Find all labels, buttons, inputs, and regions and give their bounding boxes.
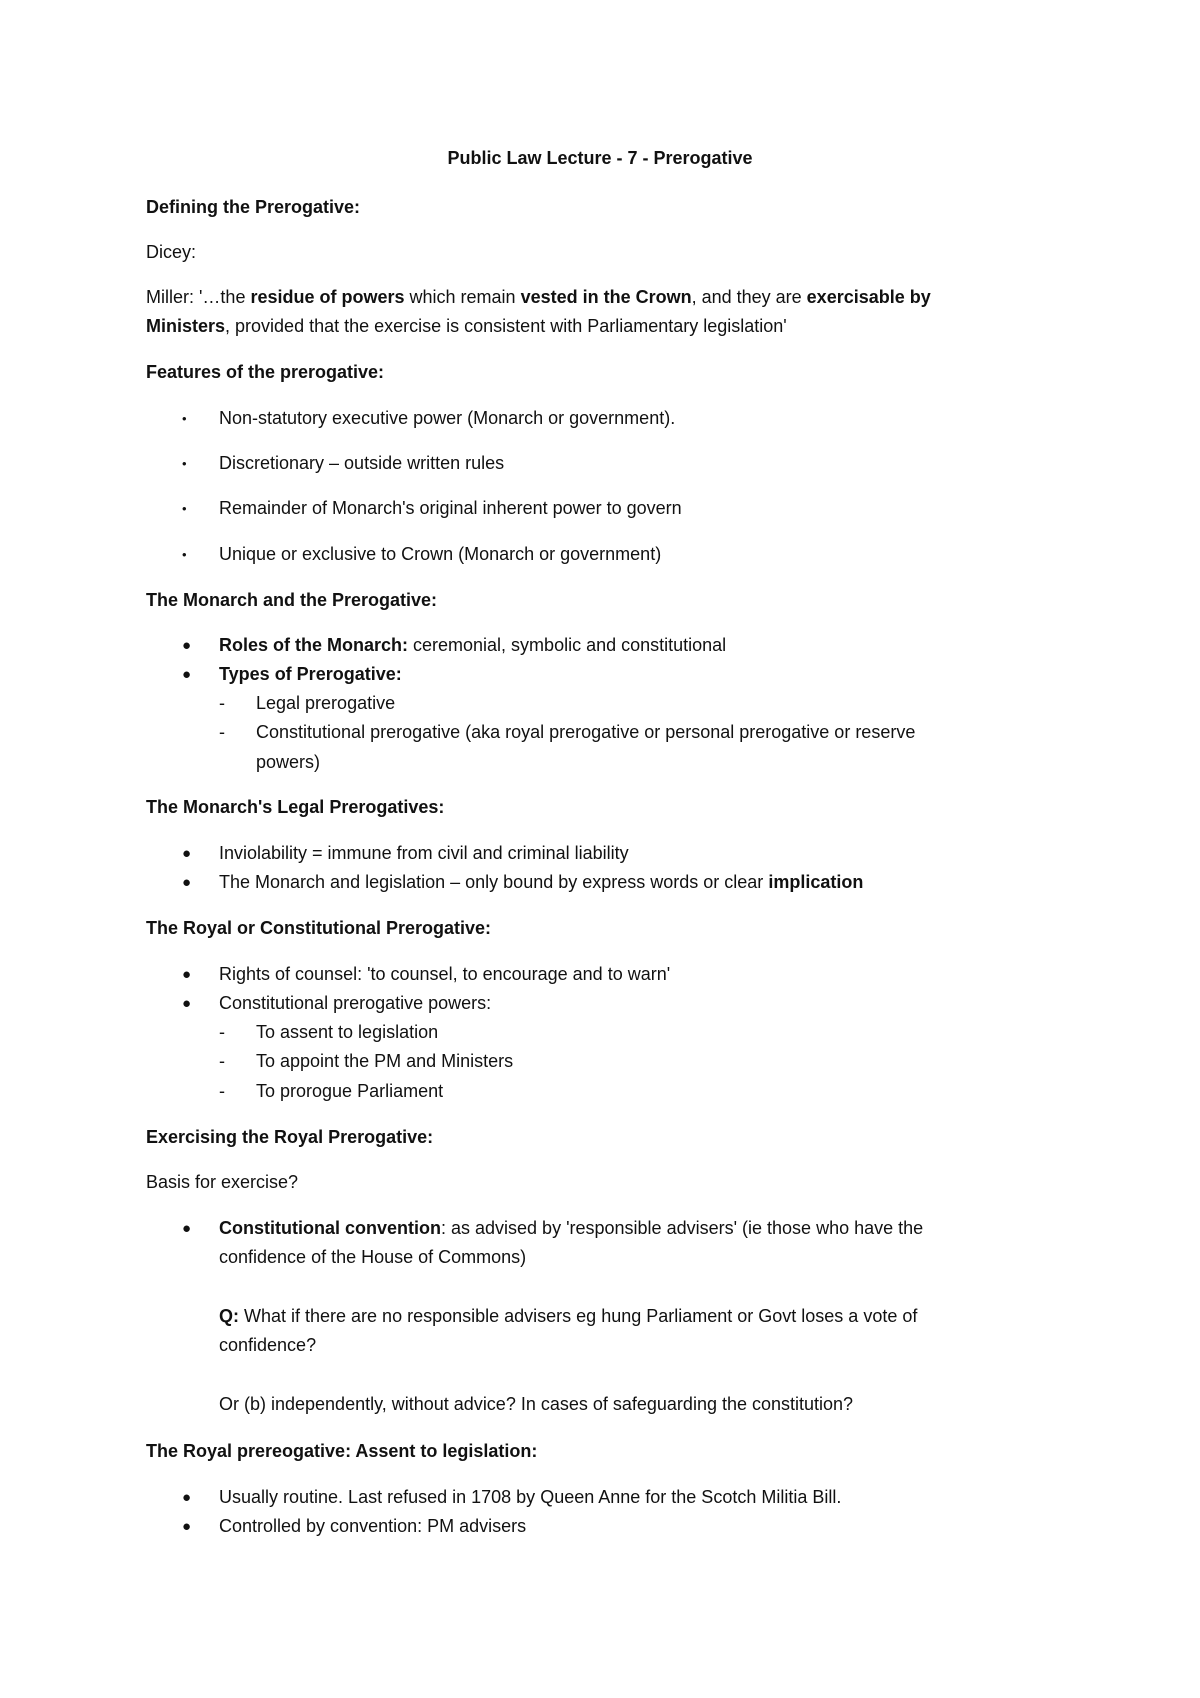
bullet-icon: •	[182, 501, 187, 516]
heading-defining-prerogative: Defining the Prerogative:	[146, 197, 361, 217]
list-item	[219, 872, 863, 893]
heading-monarch-prerogative: The Monarch and the Prerogative:	[146, 590, 438, 610]
miller-quote-line1	[146, 287, 931, 308]
bullet-icon: •	[182, 547, 187, 562]
miller-quote-line2	[146, 316, 787, 337]
heading-exercising: Exercising the Royal Prerogative:	[146, 1127, 434, 1147]
list-item-continuation: confidence of the House of Commons)	[219, 1247, 527, 1267]
list-item: Controlled by convention: PM advisers	[219, 1516, 527, 1536]
text-run: The Monarch and legislation – only bound by express words or clear	[219, 872, 769, 892]
bullet-icon: ●	[182, 874, 192, 891]
text-run: , and they are	[691, 287, 807, 307]
text-run-bold: exercisable by	[806, 287, 931, 307]
dicey-label: Dicey:	[146, 242, 197, 262]
sub-list-item: To prorogue Parliament	[256, 1081, 444, 1101]
list-item: Remainder of Monarch's original inherent power to govern	[219, 498, 682, 518]
dash-marker: -	[219, 1081, 225, 1101]
sub-list-item: To assent to legislation	[256, 1022, 439, 1042]
heading-assent: The Royal prereogative: Assent to legislation:	[146, 1441, 538, 1461]
bullet-icon: ●	[182, 1220, 192, 1237]
heading-features: Features of the prerogative:	[146, 362, 385, 382]
basis-question: Basis for exercise?	[146, 1172, 299, 1192]
dash-marker: -	[219, 722, 225, 742]
text-run: ceremonial, symbolic and constitutional	[408, 635, 727, 655]
list-item	[219, 635, 726, 656]
dash-marker: -	[219, 1022, 225, 1042]
question-line	[219, 1306, 917, 1327]
bullet-icon: •	[182, 411, 187, 426]
heading-royal-constitutional: The Royal or Constitutional Prerogative:	[146, 918, 492, 938]
list-item: Usually routine. Last refused in 1708 by Queen Anne for the Scotch Militia Bill.	[219, 1487, 842, 1507]
list-item: Constitutional prerogative powers:	[219, 993, 492, 1013]
text-run: , provided that the exercise is consistent with Parliamentary legislation'	[225, 316, 787, 336]
bullet-icon: •	[182, 456, 187, 471]
text-run: Miller: '…the	[146, 287, 251, 307]
text-run-bold: Ministers	[146, 316, 226, 336]
bullet-icon: ●	[182, 845, 192, 862]
text-run: : as advised by 'responsible advisers' (ie those who have the	[441, 1218, 924, 1238]
text-run: which remain	[404, 287, 521, 307]
text-run-bold: implication	[768, 872, 864, 892]
list-item: Rights of counsel: 'to counsel, to encourage and to warn'	[219, 964, 671, 984]
bullet-icon: ●	[182, 666, 192, 683]
text-run-bold: Constitutional convention	[219, 1218, 441, 1238]
dash-marker: -	[219, 1051, 225, 1071]
text-run: What if there are no responsible advisers eg hung Parliament or Govt loses a vote of	[239, 1306, 918, 1326]
text-run-bold: Roles of the Monarch:	[219, 635, 409, 655]
sub-list-item: Constitutional prerogative (aka royal prerogative or personal prerogative or reserve	[256, 722, 916, 742]
heading-legal-prerogatives: The Monarch's Legal Prerogatives:	[146, 797, 445, 817]
list-item	[219, 1218, 923, 1239]
question-continuation: confidence?	[219, 1335, 317, 1355]
list-item: Unique or exclusive to Crown (Monarch or government)	[219, 544, 662, 564]
sub-list-item: To appoint the PM and Ministers	[256, 1051, 514, 1071]
list-item: Discretionary – outside written rules	[219, 453, 505, 473]
list-item: Types of Prerogative:	[219, 664, 402, 684]
bullet-icon: ●	[182, 1489, 192, 1506]
bullet-icon: ●	[182, 637, 192, 654]
list-item: Inviolability = immune from civil and criminal liability	[219, 843, 629, 863]
text-run-bold: Q:	[219, 1306, 239, 1326]
sub-list-item-continuation: powers)	[256, 752, 321, 772]
document-title: Public Law Lecture - 7 - Prerogative	[447, 148, 753, 168]
dash-marker: -	[219, 693, 225, 713]
list-item: Non-statutory executive power (Monarch or government).	[219, 408, 676, 428]
bullet-icon: ●	[182, 1518, 192, 1535]
bullet-icon: ●	[182, 995, 192, 1012]
or-line: Or (b) independently, without advice? In cases of safeguarding the constitution?	[219, 1394, 854, 1414]
bullet-icon: ●	[182, 966, 192, 983]
sub-list-item: Legal prerogative	[256, 693, 396, 713]
text-run-bold: residue of powers	[250, 287, 405, 307]
text-run-bold: vested in the Crown	[520, 287, 692, 307]
